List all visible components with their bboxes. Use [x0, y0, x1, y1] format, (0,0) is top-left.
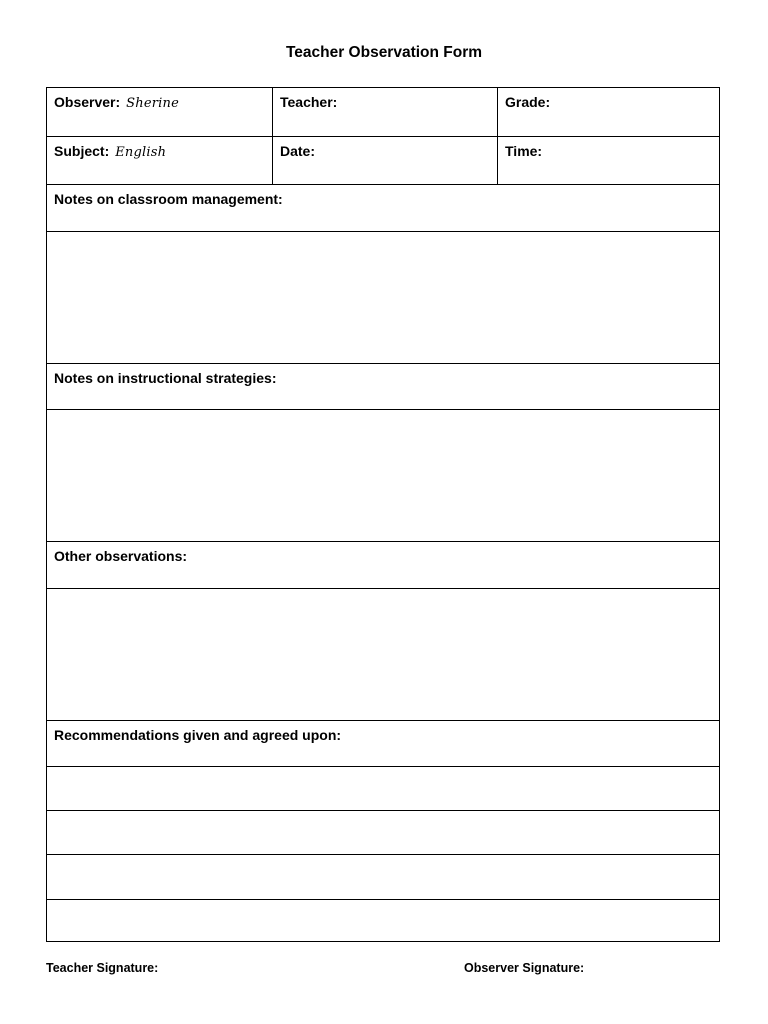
observer-value: Sherine	[126, 96, 179, 111]
other-observations-notes[interactable]	[47, 588, 719, 720]
instructional-strategies-header	[47, 363, 719, 409]
observer-signature-label: Observer Signature:	[464, 961, 585, 975]
date-label: Date:	[280, 143, 316, 159]
grade-cell[interactable]	[497, 88, 719, 136]
date-cell[interactable]	[272, 137, 497, 184]
other-observations-header	[47, 541, 719, 588]
recommendation-line-4[interactable]	[47, 899, 719, 942]
recommendations-label: Recommendations given and agreed upon:	[54, 727, 342, 743]
observer-label: Observer:	[54, 94, 121, 110]
classroom-management-notes[interactable]	[47, 231, 719, 363]
other-observations-label: Other observations:	[54, 548, 188, 564]
subject-value: English	[115, 145, 167, 160]
instructional-strategies-notes[interactable]	[47, 409, 719, 541]
subject-cell[interactable]	[47, 137, 272, 184]
recommendations-header	[47, 720, 719, 766]
teacher-signature-label: Teacher Signature:	[46, 961, 159, 975]
teacher-cell[interactable]	[272, 88, 497, 136]
form-title: Teacher Observation Form	[285, 44, 483, 61]
recommendation-line-2[interactable]	[47, 810, 719, 854]
observer-cell[interactable]	[47, 88, 272, 136]
teacher-label: Teacher:	[280, 94, 338, 110]
time-cell[interactable]	[497, 137, 719, 184]
instructional-strategies-label: Notes on instructional strategies:	[54, 370, 277, 386]
classroom-management-header	[47, 184, 719, 231]
grade-label: Grade:	[505, 94, 551, 110]
recommendation-line-1[interactable]	[47, 766, 719, 810]
header-row-1	[47, 88, 719, 136]
subject-label: Subject:	[54, 143, 110, 159]
header-row-2	[47, 136, 719, 184]
classroom-management-label: Notes on classroom management:	[54, 191, 283, 207]
recommendation-line-3[interactable]	[47, 854, 719, 899]
observation-form-table	[46, 87, 720, 942]
time-label: Time:	[505, 143, 543, 159]
